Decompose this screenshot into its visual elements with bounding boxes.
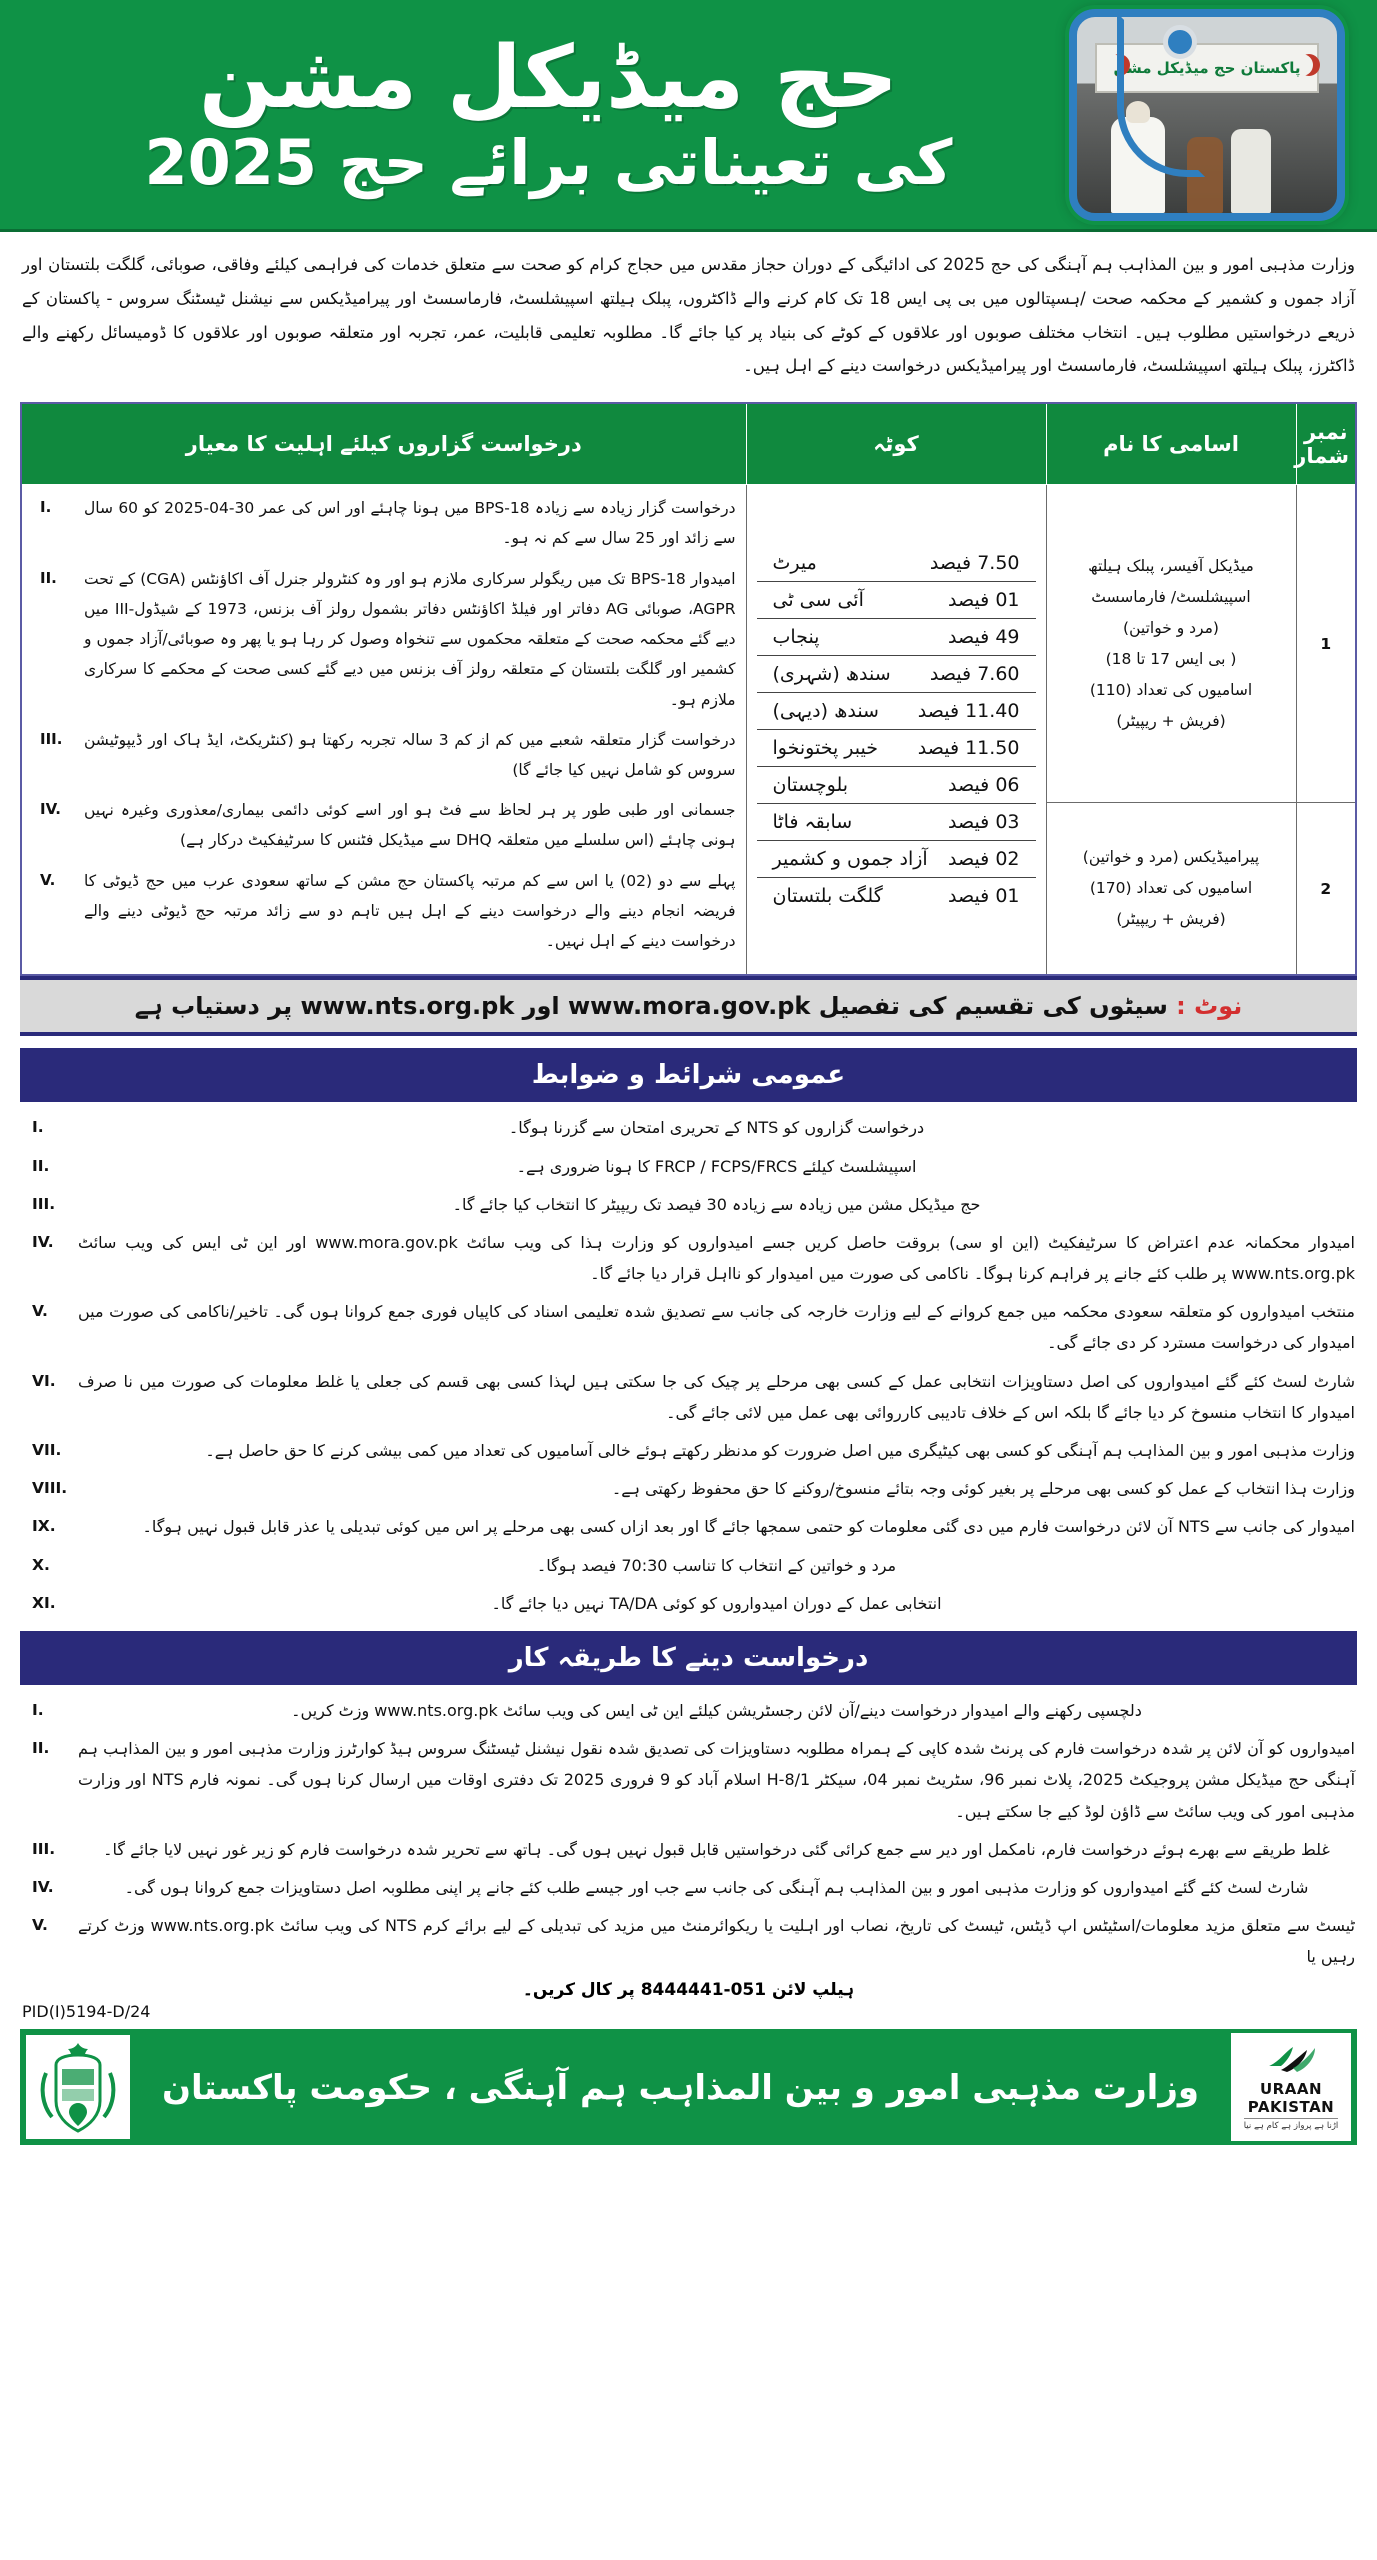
eligibility-list [32,493,736,956]
note-text-before: سیٹوں کی تقسیم کی تفصیل [818,992,1168,1021]
uraan-pakistan-bird-logo-icon [1265,2044,1317,2080]
apply-step-text: شارٹ لسٹ کئے گئے امیدواروں کو وزارت مذہبی امور و بین المذاہب ہم آہنگی کی جانب سے جب اور جیسے طلب کئے جانے پر اپنی مطلوبہ اصل دستاویزات جمع کروانا ہوں گی۔ [124,1877,1309,1897]
general-term-text: امیدوار محکمانہ عدم اعتراض کا سرٹیفکیٹ (این او سی) بروقت حاصل کریں جسے امیدواروں کو وزارت ہذا کی ویب سائٹ www.mora.gov.pk اور این ٹی ایس کی ویب سائٹ www.nts.org.pk پر طلب کئے جانے پر فراہم کرنا ہوگا۔ ناکامی کی صورت میں امیدوار کو نااہل قرار دیا جائے گا۔ [78,1232,1356,1284]
uraan-label-line-1: URAAN [1260,2079,1323,2098]
quota-value: 01 فیصد [948,885,1020,908]
general-term-text: وزارت مذہبی امور و بین المذاہب ہم آہنگی کو کسی بھی کیٹیگری میں اصل ضرورت کو مدنظر رکھتے ہوئے خالی آسامیوں کی تعداد میں کمی بیشی کرنے کا حق حاصل ہے۔ [205,1441,1355,1460]
apply-step-text: دلچسپی رکھنے والے امیدوار درخواست دینے/آن لائن رجسٹریشن کیلئے این ٹی ایس کی ویب سائٹ www.nts.org.pk وزٹ کریں۔ [291,1700,1142,1720]
eligibility-item [32,795,736,855]
row1-post-name [1046,485,1296,803]
intro-paragraph: وزارت مذہبی امور و بین المذاہب ہم آہنگی کی حج 2025 کی ادائیگی کے دوران حجاز مقدس میں حجاج کرام کو صحت سے متعلق خدمات کی فراہمی کیلئے وفاقی، صوبائی، گلگت بلتستان اور آزاد جموں و کشمیر کے محکمہ صحت /ہسپتالوں میں بی پی ایس 18 تک کام کرنے والے ڈاکٹروں، پبلک ہیلتھ اسپیشلسٹ، فارماسسٹ اور پیرامیڈیکس سے نیشنل ٹیسٹنگ سروس - پاکستان کے ذریعے درخواستیں مطلوب ہیں۔ انتخاب مختلف صوبوں اور علاقوں کے کوٹے کی بنیاد پر کیا جائے گا۔ مطلوبہ تعلیمی قابلیت، عمر، تجربہ اور متعلقہ صوبوں اور علاقوں کا ڈومیسائل رکھنے والے ڈاکٹرز، پبلک ہیلتھ اسپیشلسٹ، فارماسسٹ اور پیرامیڈیکس درخواست دینے کے اہل ہیں۔ [0,232,1377,396]
apply-step-text: امیدواروں کو آن لائن پر شدہ درخواست فارم کی پرنٹ شدہ کاپی کے ہمراہ مطلوبہ دستاویزات کی تصدیق شدہ نقول نیشنل ٹیسٹنگ سروس ہیڈ کوارٹرز وزارت مذہبی امور و بین المذاہب ہم آہنگی حج میڈیکل مشن پروجیکٹ 2025، پلاٹ نمبر 96، سٹریٹ نمبر 04، سیکٹر H-8/1 اسلام آباد کو 9 فروری 2025 تک دفتری اوقات میں ارسال کرنا ہوں گی۔ نمونہ فارم NTS اور وزارت مذہبی امور کی ویب سائٹ سے ڈاؤن لوڈ کیے جا سکتے ہیں۔ [78,1739,1356,1821]
general-term-number: XI. [32,1593,56,1612]
quota-name: گلگت بلتستان [772,885,883,908]
general-term-item [22,1588,1355,1619]
title-line-2: کی تعیناتی برائے حج 2025 [144,125,953,199]
row1-serial: 1 [1296,485,1356,803]
row2-post-line-1: پیرامیڈیکس (مرد و خواتین) [1082,848,1260,867]
general-term-text: حج میڈیکل مشن میں زیادہ سے زیادہ 30 فیصد تک ریپیٹر کا انتخاب کیا جائے گا۔ [452,1194,981,1214]
quota-value: 03 فیصد [948,811,1020,834]
general-term-text: منتخب امیدواروں کو متعلقہ سعودی محکمہ میں جمع کروانے کے لیے وزارت خارجہ کی جانب سے تصدیق شدہ تعلیمی اسناد کی کاپیاں فوری جمع کروانا ہوں گی۔ تاخیر/ناکامی کی صورت میں امیدوار کی درخواست مسترد کر دی جائے گی۔ [78,1302,1355,1353]
quota-name: آزاد جموں و کشمیر [772,848,928,871]
how-to-apply-list [22,1695,1355,1973]
general-term-number: IX. [32,1517,56,1536]
eligibility-item-text: درخواست گزار زیادہ سے زیادہ BPS-18 میں ہونا چاہئے اور اس کی عمر 30-04-2025 کو 60 سال سے زائد اور 25 سال سے کم نہ ہو۔ [84,499,736,548]
quota-value: 06 فیصد [948,774,1020,797]
general-term-text: شارٹ لسٹ کئے گئے امیدواروں کی اصل دستاویزات انتخابی عمل کے کسی بھی مرحلے پر چیک کی جا سکتی ہیں لہذا کسی بھی قسم کی جعلی یا غلط معلومات کی صورت میں نا صرف امیدوار کا انتخاب منسوخ کر دیا جائے گا بلکہ اس کے خلاف تادیبی کارروائی بھی عمل میں لائی جائے گی۔ [78,1371,1355,1422]
eligibility-item [32,493,736,553]
pakistan-state-emblem-icon [26,2035,130,2139]
apply-step-number: III. [32,1839,56,1858]
jobs-table [20,402,1357,976]
general-term-item [22,1227,1355,1289]
quota-value: 01 فیصد [948,589,1020,612]
ministry-title: وزارت مذہبی امور و بین المذاہب ہم آہنگی ، حکومت پاکستان [161,2067,1200,2108]
quota-row [757,841,1036,878]
note-label: نوٹ : [1176,992,1243,1021]
general-term-text: وزارت ہذا انتخاب کے عمل کو کسی بھی مرحلے پر بغیر کوئی وجہ بتائے منسوخ/روکنے کا حق محفوظ رکھتی ہے۔ [611,1479,1355,1499]
general-term-number: II. [32,1156,50,1175]
quota-name: سندھ (دیہی) [772,700,879,723]
note-conjunction: اور [522,992,560,1021]
quota-value: 02 فیصد [948,848,1020,871]
stethoscope-chestpiece-icon [1163,25,1197,59]
general-term-text: امیدوار کی جانب سے NTS آن لائن درخواست فارم میں دی گئی معلومات کو حتمی سمجھا جائے گا اور بعد ازاں کسی بھی مرحلے پر اس میں کوئی تبدیلی یا عذر قابل قبول نہیں ہوگا۔ [142,1517,1355,1537]
quota-name: پنجاب [772,626,820,649]
eligibility-item-number: I. [40,498,52,517]
col-header-serial: نمبر شمار [1296,403,1356,485]
title-line-1: حج میڈیکل مشن [198,28,899,129]
apply-step-item [22,1910,1355,1972]
general-term-number: X. [32,1555,50,1574]
helpline-line [22,1979,1355,2000]
quota-name: آئی سی ٹی [772,589,864,612]
eligibility-item-number: III. [40,729,63,748]
quota-value: 7.60 فیصد [929,663,1020,686]
general-term-number: V. [32,1302,48,1321]
general-term-item [22,1296,1355,1358]
row1-post-line-5: اسامیوں کی تعداد (110) [1089,680,1253,699]
eligibility-item-text: پہلے سے دو (02) یا اس سے کم مرتبہ پاکستان حج مشن کے ساتھ سعودی عرب میں حج ڈیوٹی کا فریضہ انجام دینے والے درخواست دینے کے اہل ہیں تاہم دو سے زائد مرتبہ حج ڈیوٹی دینے والے درخواست دینے کے اہل نہیں۔ [84,871,736,951]
quota-value: 7.50 فیصد [929,552,1020,575]
quota-row [757,582,1036,619]
quota-row [757,545,1036,582]
helpline-suffix: پر کال کریں۔ [522,1980,635,2001]
apply-step-number: IV. [32,1877,54,1896]
general-term-text: اسپیشلسٹ کیلئے FRCP / FCPS/FRCS کا ہونا ضروری ہے۔ [516,1156,917,1176]
general-term-item [22,1550,1355,1581]
eligibility-item [32,564,736,715]
quota-row [757,656,1036,693]
header-banner [0,0,1377,232]
col-header-quota: کوٹہ [746,403,1046,485]
quota-cell [746,485,1046,976]
footer-banner [20,2029,1357,2145]
eligibility-item [32,866,736,957]
eligibility-cell [21,485,746,976]
general-term-number: IV. [32,1232,54,1251]
general-term-item [22,1473,1355,1504]
general-terms-heading: عمومی شرائط و ضوابط [20,1048,1357,1102]
general-term-number: III. [32,1194,56,1213]
nts-website-link[interactable]: www.nts.org.pk [300,992,515,1021]
mora-website-link[interactable]: www.mora.gov.pk [567,992,811,1021]
quota-name: سندھ (شہری) [772,663,891,686]
eligibility-item-number: II. [40,568,57,587]
general-term-item [22,1511,1355,1542]
eligibility-item-text: جسمانی اور طبی طور پر ہر لحاظ سے فٹ ہو اور اسے کوئی دائمی بیماری/معذوری وغیرہ نہیں ہونی چاہئے (اس سلسلے میں متعلقہ DHQ سے میڈیکل فٹنس کا سرٹیفکیٹ درکار ہے) [84,801,736,850]
apply-step-number: V. [32,1916,48,1935]
col-header-eligibility: درخواست گزاروں کیلئے اہلیت کا معیار [21,403,746,485]
quota-value: 11.50 فیصد [917,737,1020,760]
table-header-row [21,403,1356,485]
quota-row [757,693,1036,730]
quota-name: بلوچستان [772,774,849,797]
person-figure-grey [1231,129,1271,213]
col-header-post-name: اسامی کا نام [1046,403,1296,485]
quota-row [757,878,1036,914]
apply-step-text: غلط طریقے سے بھرے ہوئے درخواست فارم، نامکمل اور دیر سے جمع کرائی گئی درخواستیں قابل قبول نہیں ہوں گی۔ ہاتھ سے تحریر شدہ درخواست فارم کو زیر غور نہیں لایا جائے گا۔ [103,1839,1330,1859]
note-text-after: پر دستیاب ہے [134,992,293,1021]
row1-post-line-2: اسپیشلسٹ/ فارماسسٹ [1091,587,1251,606]
eligibility-item-number: V. [40,870,56,889]
quota-name: سابقہ فاٹا [772,811,853,834]
general-term-text: انتخابی عمل کے دوران امیدواروں کو کوئی TA/DA نہیں دیا جائے گا۔ [491,1593,942,1613]
quota-row [757,619,1036,656]
quota-row [757,804,1036,841]
note-bar [20,976,1357,1036]
row2-post-line-3: (فریش + ریپیٹر) [1116,910,1226,929]
row2-post-line-2: اسامیوں کی تعداد (170) [1089,879,1253,898]
apply-step-item [22,1834,1355,1865]
general-term-number: VIII. [32,1479,68,1498]
general-term-item [22,1112,1355,1143]
general-terms-list [22,1112,1355,1619]
quota-name: خیبر پختونخوا [772,737,878,760]
row2-serial: 2 [1296,802,1356,975]
jobs-table-wrapper [0,396,1377,976]
row1-post-line-4: ( بی ایس 17 تا 18) [1105,649,1237,668]
eligibility-item [32,725,736,785]
general-term-text: مرد و خواتین کے انتخاب کا تناسب 70:30 فیصد ہوگا۔ [536,1555,897,1575]
apply-step-number: II. [32,1739,50,1758]
uraan-tagline: اڑنا ہے پرواز ہے کام ہے نیا [1244,2118,1339,2131]
general-term-item [22,1435,1355,1466]
eligibility-item-number: IV. [40,800,61,819]
apply-step-item [22,1872,1355,1903]
quota-row [757,767,1036,804]
apply-step-text: ٹیسٹ سے متعلق مزید معلومات/اسٹیٹس اپ ڈیٹس، ٹیسٹ کی تاریخ، نصاب اور اہلیت یا ریکوائرمنٹ میں مزید کی تبدیلی کے لیے برائے کرم NTS کی ویب سائٹ www.nts.org.pk وزٹ کرتے رہیں یا [78,1916,1355,1967]
row2-post-name [1046,802,1296,975]
quota-value: 11.40 فیصد [917,700,1020,723]
eligibility-item-text: درخواست گزار متعلقہ شعبے میں کم از کم 3 سالہ تجربہ رکھتا ہو (کنٹریکٹ، ایڈ ہاک اور ڈیپوٹیشن سروس کو شامل نہیں کیا جائے گا) [84,730,736,779]
pid-number: PID(I)5194-D/24 [22,2002,151,2022]
helpline-label: ہیلپ لائن [772,1980,855,2001]
general-term-number: I. [32,1118,44,1137]
apply-step-number: I. [32,1700,44,1719]
row1-post-line-3: (مرد و خواتین) [1123,618,1219,637]
uraan-pakistan-logo [1231,2033,1351,2141]
red-crescent-icon-right [1291,54,1313,76]
eligibility-item-text: امیدوار BPS-18 تک میں ریگولر سرکاری ملازم ہو اور وہ کنٹرولر جنرل آف اکاؤنٹس (CGA) کے تحت AGPR، صوبائی AG دفاتر اور فیلڈ اکاؤنٹس دفاتر بشمول رولز آف بزنس، 1973 کے شیڈول-III میں دیے گئے محکمہ صحت کے متعلقہ محکموں سے تنخواہ وصول کر رہا ہو یا پھر وہ صوبائی/آزاد جموں و کشمیر اور گلگت بلتستان کے متعلقہ رولز آف بزنس میں دیے گئے کسی صحت کے محکمے کا سرکاری ملازم ہو۔ [84,569,736,709]
quota-value: 49 فیصد [948,626,1020,649]
row1-post-line-6: (فریش + ریپیٹر) [1116,711,1226,730]
general-term-item [22,1366,1355,1428]
quota-row [757,730,1036,767]
general-term-item [22,1189,1355,1220]
uraan-label-line-2: PAKISTAN [1247,2097,1335,2116]
quota-name: میرٹ [772,552,817,575]
general-term-text: درخواست گزاروں کو NTS کے تحریری امتحان سے گزرنا ہوگا۔ [508,1118,925,1138]
table-row [21,485,1356,803]
apply-step-item [22,1733,1355,1827]
general-term-item [22,1151,1355,1182]
general-term-number: VI. [32,1371,56,1390]
building-signboard: پاکستان حج میڈیکل مشن [1095,43,1319,93]
helpline-number[interactable]: 051-8444441 [640,1980,767,2001]
row1-post-line-1: میڈیکل آفیسر، پبلک ہیلتھ [1088,556,1254,575]
general-term-number: VII. [32,1441,62,1459]
page-title [18,28,1069,199]
hajj-medical-mission-photo [1069,9,1345,221]
apply-step-item [22,1695,1355,1726]
how-to-apply-heading: درخواست دینے کا طریقہ کار [20,1631,1357,1685]
